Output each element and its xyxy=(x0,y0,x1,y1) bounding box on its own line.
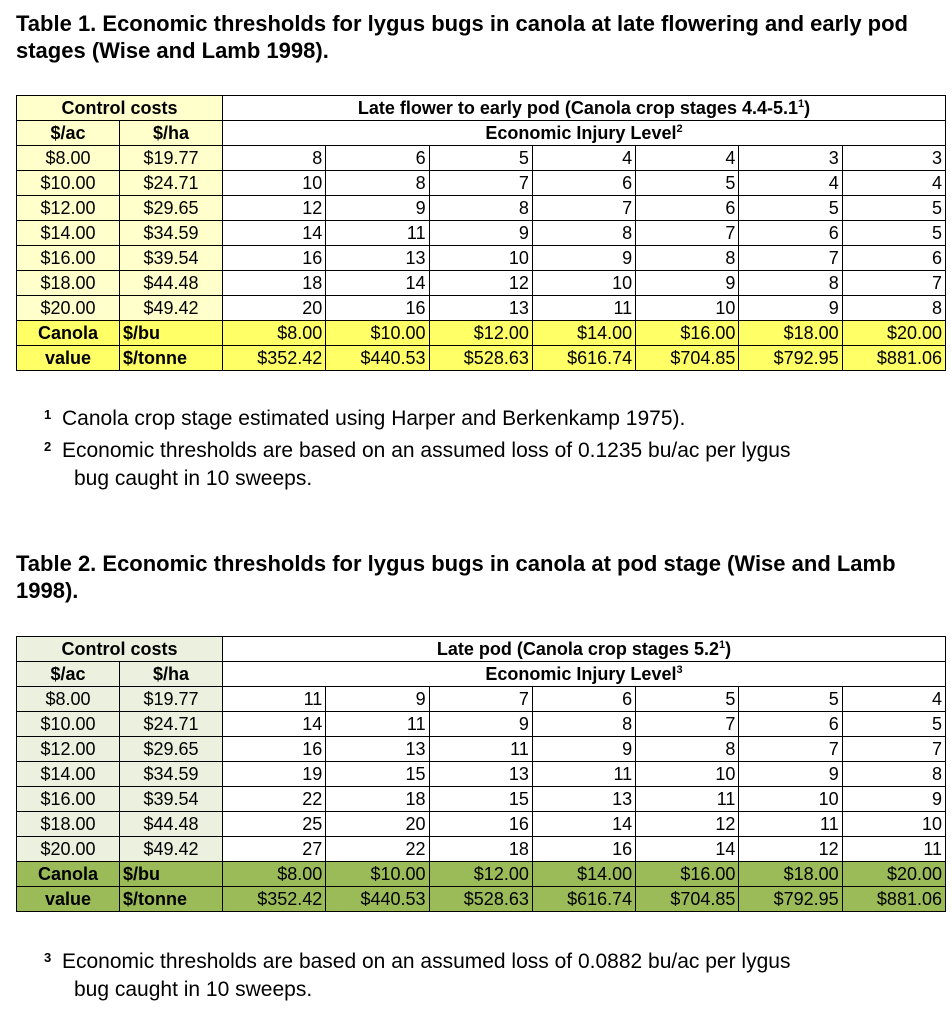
footnote-mark: 3 xyxy=(44,950,52,965)
eil-value: 16 xyxy=(429,812,532,837)
crop-stage-close: ) xyxy=(725,639,732,659)
cost-per-acre: $8.00 xyxy=(17,146,120,171)
tonne-value: $704.85 xyxy=(636,887,739,912)
cost-per-acre: $14.00 xyxy=(17,762,120,787)
table1-body xyxy=(17,146,946,321)
eil-value: 4 xyxy=(739,171,842,196)
eil-value: 11 xyxy=(532,762,635,787)
eil-value: 8 xyxy=(429,196,532,221)
tonne-value: $616.74 xyxy=(532,887,635,912)
bushel-value: $12.00 xyxy=(429,862,532,887)
crop-stage-footnote-mark: 1 xyxy=(798,98,805,110)
table-row xyxy=(17,221,946,246)
eil-value: 11 xyxy=(326,712,429,737)
eil-value: 25 xyxy=(223,812,326,837)
bushel-unit-label: $/bu xyxy=(120,321,223,346)
eil-value: 10 xyxy=(636,296,739,321)
eil-value: 3 xyxy=(739,146,842,171)
footnote-text: Economic thresholds are based on an assumed loss of 0.0882 bu/ac per lygus xyxy=(62,950,791,973)
control-costs-header: Control costs xyxy=(17,637,223,662)
tonne-value: $528.63 xyxy=(429,346,532,371)
table-row xyxy=(17,687,946,712)
tonne-value: $881.06 xyxy=(842,887,945,912)
eil-value: 11 xyxy=(842,837,945,862)
bushel-value: $18.00 xyxy=(739,862,842,887)
tonne-value: $881.06 xyxy=(842,346,945,371)
eil-value: 16 xyxy=(223,246,326,271)
eil-value: 12 xyxy=(739,837,842,862)
table-row xyxy=(17,271,946,296)
eil-value: 5 xyxy=(636,687,739,712)
eil-value: 20 xyxy=(223,296,326,321)
bushel-value: $20.00 xyxy=(842,862,945,887)
crop-stage-header xyxy=(223,637,946,662)
eil-value: 13 xyxy=(326,246,429,271)
table-row xyxy=(17,171,946,196)
eil-value: 7 xyxy=(842,271,945,296)
eil-text: Economic Injury Level xyxy=(485,664,677,684)
footnote-text-continued: bug caught in 10 sweeps. xyxy=(74,978,313,1001)
eil-value: 5 xyxy=(842,221,945,246)
eil-value: 9 xyxy=(532,246,635,271)
eil-value: 7 xyxy=(842,737,945,762)
eil-value: 8 xyxy=(636,737,739,762)
eil-value: 9 xyxy=(429,221,532,246)
table-row xyxy=(17,712,946,737)
eil-value: 14 xyxy=(223,221,326,246)
table2-body xyxy=(17,687,946,862)
cost-per-hectare: $19.77 xyxy=(120,687,223,712)
eil-value: 11 xyxy=(636,787,739,812)
table-row xyxy=(17,787,946,812)
cost-per-hectare: $24.71 xyxy=(120,712,223,737)
table1 xyxy=(16,95,946,371)
cost-per-hectare: $39.54 xyxy=(120,246,223,271)
bushel-value: $8.00 xyxy=(223,862,326,887)
eil-value: 8 xyxy=(223,146,326,171)
eil-value: 10 xyxy=(429,246,532,271)
cost-per-hectare: $49.42 xyxy=(120,296,223,321)
cost-per-hectare: $29.65 xyxy=(120,737,223,762)
eil-value: 5 xyxy=(842,712,945,737)
tonne-unit-label: $/tonne xyxy=(120,346,223,371)
eil-header xyxy=(223,662,946,687)
eil-value: 9 xyxy=(326,687,429,712)
footnote-1 xyxy=(46,405,926,433)
eil-value: 13 xyxy=(532,787,635,812)
acre-cost-header: $/ac xyxy=(17,121,120,146)
bushel-value: $14.00 xyxy=(532,862,635,887)
eil-value: 9 xyxy=(429,712,532,737)
footnote-2 xyxy=(46,437,926,493)
bushel-value: $12.00 xyxy=(429,321,532,346)
eil-value: 5 xyxy=(429,146,532,171)
tonne-value: $352.42 xyxy=(223,887,326,912)
bushel-value: $16.00 xyxy=(636,321,739,346)
cost-per-acre: $8.00 xyxy=(17,687,120,712)
crop-stage-text: Late pod (Canola crop stages 5.2 xyxy=(436,639,719,659)
cost-per-acre: $16.00 xyxy=(17,787,120,812)
canola-bu-row xyxy=(17,321,946,346)
bushel-value: $8.00 xyxy=(223,321,326,346)
eil-value: 8 xyxy=(326,171,429,196)
eil-value: 6 xyxy=(326,146,429,171)
eil-value: 7 xyxy=(532,196,635,221)
cost-per-hectare: $19.77 xyxy=(120,146,223,171)
eil-value: 8 xyxy=(636,246,739,271)
eil-value: 13 xyxy=(429,762,532,787)
hectare-cost-header: $/ha xyxy=(120,662,223,687)
eil-value: 10 xyxy=(739,787,842,812)
cost-per-hectare: $49.42 xyxy=(120,837,223,862)
eil-value: 9 xyxy=(532,737,635,762)
tonne-unit-label: $/tonne xyxy=(120,887,223,912)
eil-value: 27 xyxy=(223,837,326,862)
cost-per-acre: $18.00 xyxy=(17,812,120,837)
eil-value: 13 xyxy=(429,296,532,321)
eil-value: 18 xyxy=(223,271,326,296)
eil-value: 11 xyxy=(223,687,326,712)
eil-value: 14 xyxy=(636,837,739,862)
footnote-3 xyxy=(46,948,926,1004)
eil-value: 14 xyxy=(326,271,429,296)
eil-value: 9 xyxy=(842,787,945,812)
cost-per-acre: $20.00 xyxy=(17,837,120,862)
table-subheader-row xyxy=(17,121,946,146)
eil-value: 4 xyxy=(842,171,945,196)
eil-value: 19 xyxy=(223,762,326,787)
eil-value: 7 xyxy=(429,687,532,712)
table-row xyxy=(17,837,946,862)
eil-value: 22 xyxy=(326,837,429,862)
bushel-value: $14.00 xyxy=(532,321,635,346)
eil-value: 7 xyxy=(429,171,532,196)
eil-value: 22 xyxy=(223,787,326,812)
cost-per-acre: $10.00 xyxy=(17,712,120,737)
eil-value: 18 xyxy=(429,837,532,862)
eil-value: 13 xyxy=(326,737,429,762)
eil-value: 8 xyxy=(739,271,842,296)
canola-label: Canola xyxy=(17,862,120,887)
eil-value: 6 xyxy=(532,171,635,196)
eil-value: 6 xyxy=(532,687,635,712)
table-subheader-row xyxy=(17,662,946,687)
bushel-unit-label: $/bu xyxy=(120,862,223,887)
footnote-text: Canola crop stage estimated using Harper and Berkenkamp 1975). xyxy=(62,407,686,430)
cost-per-hectare: $44.48 xyxy=(120,271,223,296)
eil-value: 6 xyxy=(842,246,945,271)
eil-value: 14 xyxy=(223,712,326,737)
canola-bu-row xyxy=(17,862,946,887)
table-row xyxy=(17,246,946,271)
table2 xyxy=(16,636,946,912)
eil-value: 12 xyxy=(636,812,739,837)
table1-title: Table 1. Economic thresholds for lygus bugs in canola at late flowering and early pod stages (Wise and Lamb 1998). xyxy=(16,11,908,63)
cost-per-acre: $16.00 xyxy=(17,246,120,271)
eil-value: 5 xyxy=(842,196,945,221)
bushel-value: $10.00 xyxy=(326,321,429,346)
eil-value: 9 xyxy=(739,296,842,321)
tonne-value: $352.42 xyxy=(223,346,326,371)
eil-value: 7 xyxy=(636,712,739,737)
tonne-value: $616.74 xyxy=(532,346,635,371)
cost-per-hectare: $34.59 xyxy=(120,221,223,246)
eil-value: 8 xyxy=(842,296,945,321)
eil-value: 4 xyxy=(842,687,945,712)
eil-value: 11 xyxy=(429,737,532,762)
cost-per-hectare: $24.71 xyxy=(120,171,223,196)
eil-value: 8 xyxy=(842,762,945,787)
eil-value: 9 xyxy=(636,271,739,296)
canola-tonne-row xyxy=(17,346,946,371)
hectare-cost-header: $/ha xyxy=(120,121,223,146)
eil-footnote-mark: 2 xyxy=(676,123,683,135)
eil-value: 5 xyxy=(636,171,739,196)
tonne-value: $792.95 xyxy=(739,346,842,371)
eil-value: 3 xyxy=(842,146,945,171)
eil-value: 7 xyxy=(636,221,739,246)
tonne-value: $440.53 xyxy=(326,346,429,371)
eil-value: 11 xyxy=(326,221,429,246)
table-row xyxy=(17,812,946,837)
canola-tonne-row xyxy=(17,887,946,912)
eil-value: 16 xyxy=(223,737,326,762)
table-row xyxy=(17,196,946,221)
eil-value: 7 xyxy=(739,246,842,271)
table-row xyxy=(17,296,946,321)
footnote-mark: 1 xyxy=(44,407,52,422)
table-row xyxy=(17,762,946,787)
eil-value: 18 xyxy=(326,787,429,812)
eil-header xyxy=(223,121,946,146)
eil-value: 6 xyxy=(739,221,842,246)
cost-per-acre: $18.00 xyxy=(17,271,120,296)
eil-value: 11 xyxy=(532,296,635,321)
crop-stage-footnote-mark: 1 xyxy=(718,639,726,651)
crop-stage-text: Late flower to early pod (Canola crop stages 4.4-5.1 xyxy=(357,98,798,118)
cost-per-hectare: $29.65 xyxy=(120,196,223,221)
tonne-value: $528.63 xyxy=(429,887,532,912)
bushel-value: $20.00 xyxy=(842,321,945,346)
eil-value: 5 xyxy=(739,196,842,221)
value-label: value xyxy=(17,346,120,371)
eil-value: 4 xyxy=(532,146,635,171)
eil-value: 10 xyxy=(223,171,326,196)
acre-cost-header: $/ac xyxy=(17,662,120,687)
bushel-value: $10.00 xyxy=(326,862,429,887)
eil-value: 11 xyxy=(739,812,842,837)
eil-value: 15 xyxy=(429,787,532,812)
footnote-text-continued: bug caught in 10 sweeps. xyxy=(74,467,313,490)
eil-value: 10 xyxy=(532,271,635,296)
canola-label: Canola xyxy=(17,321,120,346)
eil-value: 20 xyxy=(326,812,429,837)
cost-per-acre: $20.00 xyxy=(17,296,120,321)
eil-value: 4 xyxy=(636,146,739,171)
bushel-value: $18.00 xyxy=(739,321,842,346)
eil-value: 14 xyxy=(532,812,635,837)
tonne-value: $440.53 xyxy=(326,887,429,912)
cost-per-acre: $12.00 xyxy=(17,196,120,221)
table-row xyxy=(17,146,946,171)
footnote-text: Economic thresholds are based on an assumed loss of 0.1235 bu/ac per lygus xyxy=(62,439,791,462)
eil-value: 16 xyxy=(532,837,635,862)
crop-stage-close: ) xyxy=(804,98,811,118)
table-row xyxy=(17,737,946,762)
eil-value: 8 xyxy=(532,712,635,737)
bushel-value: $16.00 xyxy=(636,862,739,887)
eil-footnote-mark: 3 xyxy=(676,664,683,676)
eil-value: 12 xyxy=(223,196,326,221)
table-header-row xyxy=(17,96,946,121)
table2-title: Table 2. Economic thresholds for lygus bugs in canola at pod stage (Wise and Lamb 1998). xyxy=(16,551,896,603)
table-header-row xyxy=(17,637,946,662)
eil-value: 6 xyxy=(739,712,842,737)
eil-value: 5 xyxy=(739,687,842,712)
eil-value: 6 xyxy=(636,196,739,221)
eil-value: 7 xyxy=(739,737,842,762)
eil-value: 15 xyxy=(326,762,429,787)
cost-per-acre: $12.00 xyxy=(17,737,120,762)
crop-stage-header xyxy=(223,96,946,121)
cost-per-hectare: $39.54 xyxy=(120,787,223,812)
eil-value: 10 xyxy=(842,812,945,837)
eil-value: 9 xyxy=(326,196,429,221)
tonne-value: $704.85 xyxy=(636,346,739,371)
eil-value: 10 xyxy=(636,762,739,787)
eil-value: 16 xyxy=(326,296,429,321)
cost-per-acre: $10.00 xyxy=(17,171,120,196)
eil-value: 9 xyxy=(739,762,842,787)
eil-text: Economic Injury Level xyxy=(485,123,677,143)
cost-per-acre: $14.00 xyxy=(17,221,120,246)
cost-per-hectare: $44.48 xyxy=(120,812,223,837)
eil-value: 12 xyxy=(429,271,532,296)
control-costs-header: Control costs xyxy=(17,96,223,121)
tonne-value: $792.95 xyxy=(739,887,842,912)
cost-per-hectare: $34.59 xyxy=(120,762,223,787)
footnote-mark: 2 xyxy=(44,439,52,454)
eil-value: 8 xyxy=(532,221,635,246)
value-label: value xyxy=(17,887,120,912)
